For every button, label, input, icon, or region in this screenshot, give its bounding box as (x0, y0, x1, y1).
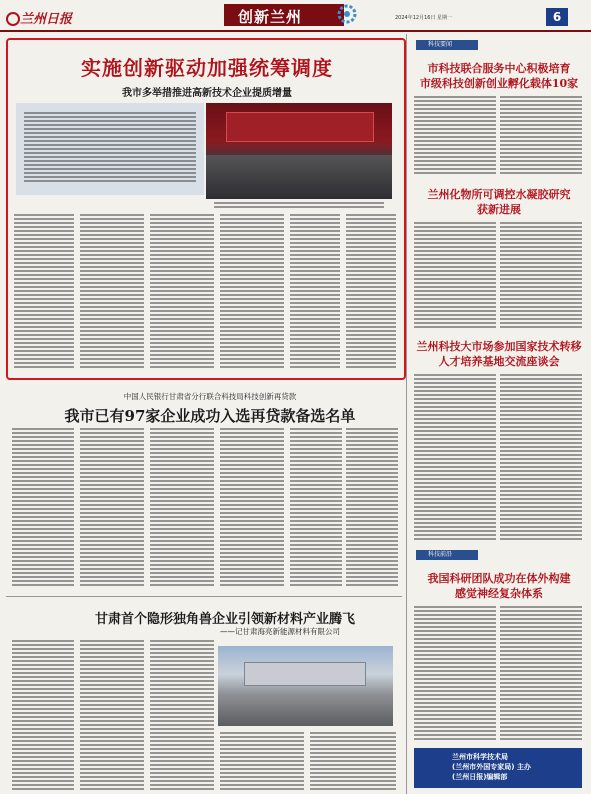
story-divider (6, 596, 402, 597)
third-body-col-4 (220, 732, 304, 790)
sidebar-story-4-col-2 (500, 606, 582, 742)
lead-paragraph-text (24, 112, 196, 184)
section-title: 创新兰州 (238, 8, 303, 26)
third-story-subheadline: ——记甘肃海亮新能源材料有限公司 (220, 627, 340, 636)
second-body-col-2 (80, 428, 144, 588)
main-body-col-2 (80, 214, 144, 368)
third-body-col-2 (80, 640, 144, 790)
third-body-col-3 (150, 640, 214, 790)
main-headline: 实施创新驱动加强统筹调度 (81, 56, 333, 80)
sidebar-story-2-title-2: 获新进展 (477, 203, 521, 216)
sidebar-story-3-title-1: 兰州科技大市场参加国家技术转移 (416, 340, 582, 353)
third-body-col-1 (12, 640, 74, 790)
second-body-col-1 (12, 428, 74, 588)
factory-aerial-photo (218, 646, 393, 726)
second-story-kicker: 中国人民银行甘肃省分行联合科技局科技创新再贷款 (123, 392, 297, 401)
sidebar-story-4-title-1: 我国科研团队成功在体外构建 (427, 572, 571, 585)
publisher-line-2: (兰州市外国专家局) 主办 (452, 763, 531, 771)
main-body-col-4 (220, 214, 284, 368)
second-body-col-5 (290, 428, 342, 588)
sidebar-divider (406, 34, 407, 794)
issue-date: 2024年12月16日 星期一 (395, 15, 453, 21)
third-story-headline: 甘肃首个隐形独角兽企业引领新材料产业腾飞 (94, 612, 355, 627)
sidebar-story-2-title-1: 兰州化物所可调控水凝胶研究 (427, 188, 571, 201)
photo-caption (214, 202, 384, 210)
sidebar-story-1-col-1 (414, 96, 496, 176)
main-body-col-3 (150, 214, 214, 368)
second-body-col-3 (150, 428, 214, 588)
sidebar-story-2-col-2 (500, 222, 582, 330)
second-body-col-6 (346, 428, 398, 588)
sidebar-story-4-col-1 (414, 606, 496, 742)
third-body-col-5 (310, 732, 396, 790)
main-body-col-1 (14, 214, 74, 368)
sidebar-story-1-title-1: 市科技联合服务中心积极培育 (427, 62, 571, 75)
masthead-logo: 兰州日报 (20, 12, 73, 27)
main-body-col-5 (290, 214, 340, 368)
sidebar-story-3-col-2 (500, 374, 582, 542)
main-body-col-6 (346, 214, 396, 368)
sidebar-story-2-col-1 (414, 222, 496, 330)
masthead-logo-icon (6, 12, 20, 26)
publisher-line-3: (兰州日报)编辑部 (452, 773, 508, 781)
second-story-headline: 我市已有97家企业成功入选再贷款备选名单 (64, 407, 356, 425)
second-body-col-4 (220, 428, 284, 588)
sidebar-tag-1: 科技要闻 (416, 40, 478, 50)
conference-audience (206, 155, 392, 199)
gear-icon (335, 2, 359, 26)
sidebar-story-3-col-1 (414, 374, 496, 542)
factory-building (244, 662, 366, 686)
sidebar-story-1-col-2 (500, 96, 582, 176)
publisher-line-1: 兰州市科学技术局 (452, 753, 508, 761)
sidebar-story-3-title-2: 人才培养基地交流座谈会 (438, 355, 560, 368)
sidebar-tag-2: 科技前沿 (416, 550, 478, 560)
main-subheadline: 我市多举措推进高新技术企业提质增量 (122, 88, 292, 99)
sidebar-story-1-title-2: 市级科技创新创业孵化载体10家 (419, 77, 579, 90)
conference-screen (226, 112, 374, 142)
masthead-rule (0, 30, 591, 32)
sidebar-story-4-title-2: 感觉神经复杂体系 (455, 587, 543, 600)
page-number: 6 (546, 8, 568, 26)
